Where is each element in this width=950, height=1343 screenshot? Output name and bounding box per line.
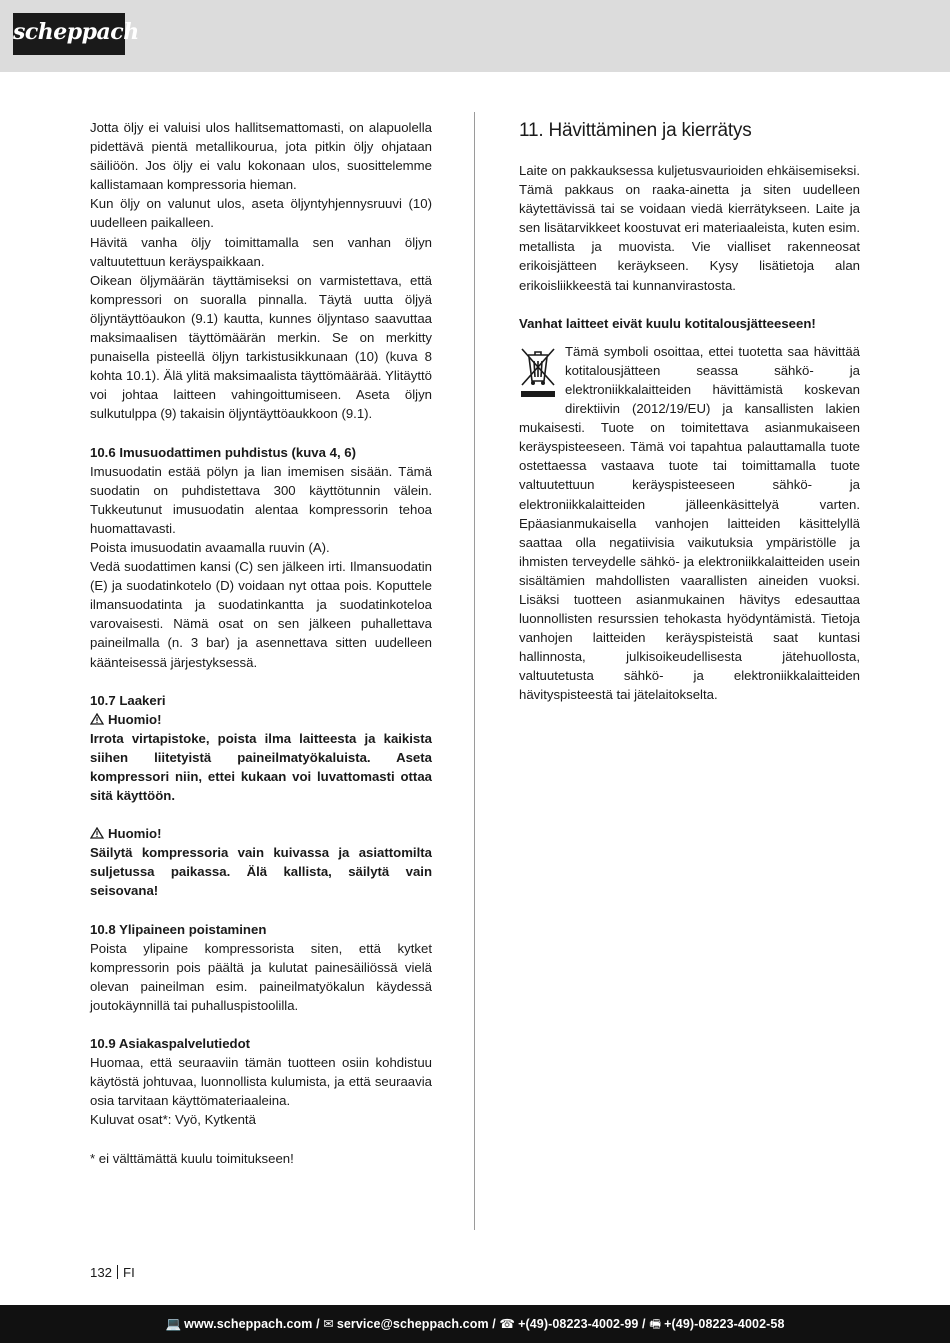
paragraph: Poista ylipaine kompressorista siten, että kytket kompressorin pois päältä ja kulutat painesäiliössä vielä olevan paineilman esim. paineilmatyökalun käydessä joutokäynnillä tai puhalluspistoolilla.: [90, 940, 432, 1013]
phone-number: +(49)-08223-4002-99 /: [518, 1317, 646, 1331]
wear-parts: Kuluvat osat*: Vyö, Kytkentä: [90, 1112, 256, 1128]
footer-band: [0, 1305, 950, 1343]
column-divider: [474, 112, 475, 1230]
warning-triangle-icon: [90, 713, 104, 725]
weee-block: [519, 342, 860, 705]
mail-icon: ✉: [323, 1317, 334, 1331]
brand-wordmark: scheppach: [13, 19, 139, 45]
paragraph: Kun öljy on valunut ulos, aseta öljyntyhjennysruuvi (10) uudelleen paikalleen.: [90, 196, 432, 231]
email-link[interactable]: service@scheppach.com /: [336, 1317, 496, 1331]
section-heading: 10.9 Asiakaspalvelutiedot: [90, 1036, 251, 1052]
fax-number: +(49)-08223-4002-58: [664, 1317, 785, 1331]
warning-title: [90, 824, 432, 843]
page-number: [90, 1265, 135, 1280]
section-heading: 10.8 Ylipaineen poistaminen: [90, 921, 267, 937]
right-column: [519, 118, 860, 705]
bold-notice: Vanhat laitteet eivät kuulu kotitalousjätteeseen!: [519, 315, 816, 331]
warning-title-text: Huomio!: [108, 711, 162, 727]
crossed-out-bin-icon: [519, 344, 557, 402]
warning-triangle-icon: [90, 827, 104, 839]
section-heading: 10.7 Laakeri: [90, 692, 166, 708]
warning-text: Irrota virtapistoke, poista ilma laitteesta ja kaikista siihen liitetyistä paineilmatyökaluista. Aseta kompressori niin, ettei kukaan voi luvattomasti ottaa sitä käyttöön.: [90, 730, 432, 804]
page-language: FI: [123, 1265, 135, 1280]
footer-contact: [0, 1315, 950, 1336]
page-number-value: 132: [90, 1265, 113, 1280]
left-column: [90, 118, 432, 1168]
header-band: [0, 0, 950, 72]
paragraph: Huomaa, että seuraaviin tämän tuotteen osiin kohdistuu käytöstä johtuvaa, luonnollista kulumista, ja että seuraavia osia tarvitaan käyttömateriaaleina.: [90, 1055, 432, 1109]
scheppach-logo: [13, 13, 139, 55]
paragraph: Hävitä vanha öljy toimittamalla sen vanhan öljyn valtuutettuun keräyspaikkaan.: [90, 234, 432, 269]
paragraph: Imusuodatin estää pölyn ja lian imemisen sisään. Tämä suodatin on puhdistettava 300 käyttötunnin välein. Tukkeutunut imusuodatin alentaa kompressorin tehoa huomattavasti.: [90, 463, 432, 536]
website-link[interactable]: www.scheppach.com /: [184, 1317, 320, 1331]
warning-title: [90, 710, 432, 729]
section-heading: 10.6 Imusuodattimen puhdistus (kuva 4, 6): [90, 444, 357, 460]
section-title: 11. Hävittäminen ja kierrätys: [519, 120, 752, 141]
computer-icon: 💻: [165, 1317, 182, 1331]
paragraph: Vedä suodattimen kansi (C) sen jälkeen irti. Ilmansuodatin (E) ja suodatinkotelo (D) voidaan nyt ottaa pois. Koputtele ilmansuodatinta ja suodatinkantta ja suodatinkoteloa varovaisesti. Nämä osat on sen jälkeen puhallettava paineilmalla (n. 3 bar) ja asennettava sitten uudelleen käänteisessä järjestyksessä.: [90, 559, 432, 670]
paragraph: Laite on pakkauksessa kuljetusvaurioiden ehkäisemiseksi. Tämä pakkaus on raaka-ainetta ja siten uudelleen käytettävissä tai se voidaan viedä kierrätykseen. Laite ja sen lisätarvikkeet koostuvat eri materiaaleista, kuten esim. metallista ja muovista. Vie vialliset rakenneosat erikoisjätteen keräykseen. Kysy lisätietoja alan erikoisliikkeestä tai kunnanvirastosta.: [519, 163, 860, 293]
fax-icon: 🖷: [649, 1317, 662, 1331]
phone-icon: ☎: [499, 1317, 516, 1331]
paragraph: Jotta öljy ei valuisi ulos hallitsemattomasti, on alapuolella pidettävä pientä metallikourua, jota pitkin öljy ohjataan säiliöön. Jos öljy ei valu kokonaan ulos, suosittelemme kallistamaan kompressoria hieman.: [90, 120, 432, 193]
paragraph: Poista imusuodatin avaamalla ruuvin (A).: [90, 539, 330, 555]
warning-text: Säilytä kompressoria vain kuivassa ja asiattomilta suljetussa paikassa. Älä kallista, säilytä vain seisovana!: [90, 845, 432, 899]
paragraph: Oikean öljymäärän täyttämiseksi on varmistettava, että kompressori on suoralla pinnalla. Täytä uutta öljyä öljyntäyttöaukon (9.1) kautta, kunnes öljyntaso saavuttaa maksimaalisen täyttömäärän merkin. Se on merkitty punaisella pisteellä öljyn tarkistusikkunaan (10) (kuva 8 kohta 10.1). Älä ylitä maksimaalista täyttömäärää. Ylitäyttö voi johtaa laitteen vahingoittumiseen. Aseta öljyn sulkutulppa (9) takaisin öljyntäyttöaukkoon (9.1).: [90, 272, 432, 422]
footnote: * ei välttämättä kuulu toimitukseen!: [90, 1150, 294, 1166]
warning-title-text: Huomio!: [108, 826, 162, 842]
weee-text: Tämä symboli osoittaa, ettei tuotetta saa hävittää kotitalousjätteen seassa sähkö- ja elektroniikkalaitteiden hävittämistä koskevan direktiivin (2012/19/EU) ja kansallisten lakien mukaisesti. Tuote on toimitettava asianmukaiseen keräyspisteeseen. Tämä voi tapahtua palauttamalla tuote ostettaessa vastaava tuote tai toimittamalla tuote valtuutettuun keräyspisteeseen sähkö- ja elektroniikkalaitteiden jälleenkäsittelyä varten. Epäasianmukaisella vanhojen laitteiden käsittelyllä saattaa olla negatiivisia vaikutuksia ympäristölle ja ihmisten terveydelle sähkö- ja elektroniikkalaitteiden usein sisältämien mahdollisten vaarallisten aineiden vuoksi. Lisäksi tuotteen asianmukainen hävitys edesauttaa luonnollisten resurssien tehokasta hyödyntämistä. Tietoja vanhojen laitteiden keräyspisteistä saat kuntasi hallinnosta, julkisoikeudellisesta jätehuollosta, valtuutetusta sähkö- ja elektroniikkalaitteiden hävityspisteestä tai jätelaitokselta.: [519, 343, 860, 703]
